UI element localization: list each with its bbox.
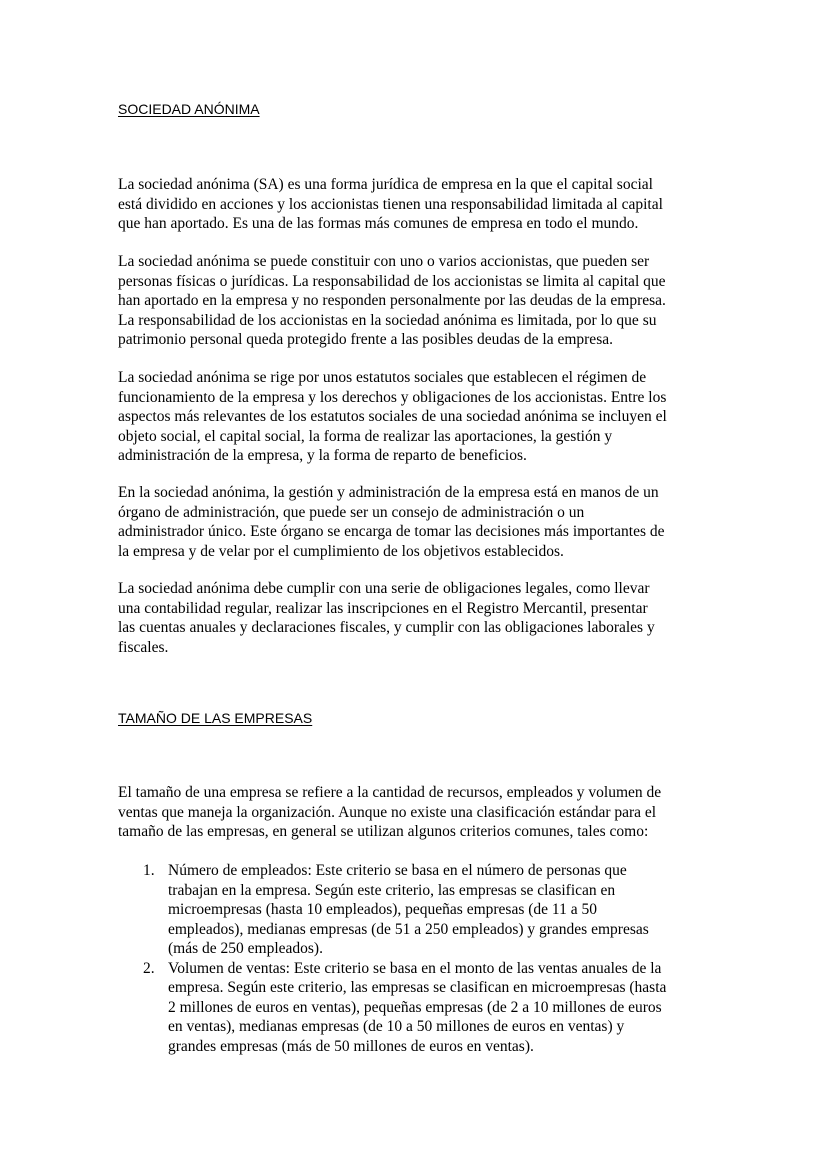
paragraph-4	[118, 483, 712, 561]
text-line: En la sociedad anónima, la gestión y administración de la empresa está en manos de un	[118, 484, 659, 501]
text-line: La sociedad anónima se rige por unos estatutos sociales que establecen el régimen de	[118, 369, 647, 386]
text-line: empleados), medianas empresas (de 51 a 250 empleados) y grandes empresas	[168, 920, 649, 938]
text-line: aspectos más relevantes de los estatutos sociales de una sociedad anónima se incluyen el	[118, 408, 667, 425]
text-line: administrador único. Este órgano se encarga de tomar las decisiones más importantes de	[118, 523, 665, 540]
paragraph-5	[118, 579, 712, 657]
text-line: (más de 250 empleados).	[168, 940, 323, 957]
text-line: El tamaño de una empresa se refiere a la cantidad de recursos, empleados y volumen de	[118, 784, 662, 801]
list-number: 1.	[143, 862, 155, 879]
text-line: La sociedad anónima se puede constituir con uno o varios accionistas, que pueden ser	[118, 253, 650, 270]
text-line: ventas que maneja la organización. Aunque no existe una clasificación estándar para el	[118, 803, 657, 821]
text-line: en ventas), medianas empresas (de 10 a 50 millones de euros en ventas) y	[168, 1018, 625, 1035]
text-line: personas físicas o jurídicas. La responsabilidad de los accionistas se limita al capital que	[118, 272, 666, 290]
text-line: tamaño de las empresas, en general se utilizan algunos criterios comunes, tales como:	[118, 823, 649, 840]
text-line: Número de empleados: Este criterio se basa en el número de personas que	[168, 862, 627, 879]
paragraph-3	[118, 368, 712, 466]
section-heading-tamano-empresas: TAMAÑO DE LAS EMPRESAS	[118, 710, 313, 726]
text-line: han aportado en la empresa y no responden personalmente por las deudas de la empresa.	[118, 292, 666, 309]
text-line: La sociedad anónima debe cumplir con una serie de obligaciones legales, como llevar	[118, 580, 650, 597]
text-line: trabajan en la empresa. Según este criterio, las empresas se clasifican en	[168, 881, 616, 899]
section-heading-sociedad-anonima: SOCIEDAD ANÓNIMA	[118, 101, 260, 117]
text-line: fiscales.	[118, 638, 169, 656]
text-line: objeto social, el capital social, la forma de realizar las aportaciones, la gestión y	[118, 427, 613, 445]
list-item	[118, 861, 718, 959]
text-line: grandes empresas (más de 50 millones de euros en ventas).	[168, 1037, 534, 1055]
paragraph-2	[118, 252, 712, 350]
text-line: La responsabilidad de los accionistas en la sociedad anónima es limitada, por lo que su	[118, 311, 657, 329]
text-line: empresa. Según este criterio, las empresas se clasifican en microempresas (hasta	[168, 979, 667, 996]
text-line: que han aportado. Es una de las formas más comunes de empresa en todo el mundo.	[118, 215, 639, 232]
criteria-list	[118, 861, 718, 1056]
text-line: funcionamiento de la empresa y los derechos y obligaciones de los accionistas. Entre los	[118, 388, 667, 406]
text-line: Volumen de ventas: Este criterio se basa en el monto de las ventas anuales de la	[168, 959, 662, 977]
list-item	[118, 959, 718, 1057]
text-line: las cuentas anuales y declaraciones fiscales, y cumplir con las obligaciones laborales y	[118, 619, 655, 636]
text-line: administración de la empresa, y la forma de reparto de beneficios.	[118, 447, 527, 464]
text-line: está dividido en acciones y los accionistas tienen una responsabilidad limitada al capital	[118, 195, 663, 213]
text-line: microempresas (hasta 10 empleados), pequeñas empresas (de 11 a 50	[168, 901, 597, 918]
text-line: la empresa y de velar por el cumplimiento de los objetivos establecidos.	[118, 542, 564, 560]
text-line: patrimonio personal queda protegido frente a las posibles deudas de la empresa.	[118, 331, 613, 348]
text-line: una contabilidad regular, realizar las inscripciones en el Registro Mercantil, presentar	[118, 599, 648, 617]
text-line: órgano de administración, que puede ser un consejo de administración o un	[118, 503, 585, 521]
paragraph-intro	[118, 783, 712, 842]
list-number: 2.	[143, 959, 155, 977]
text-line: 2 millones de euros en ventas), pequeñas empresas (de 2 a 10 millones de euros	[168, 998, 662, 1016]
paragraph-1	[118, 175, 712, 234]
text-line: La sociedad anónima (SA) es una forma jurídica de empresa en la que el capital social	[118, 176, 653, 193]
